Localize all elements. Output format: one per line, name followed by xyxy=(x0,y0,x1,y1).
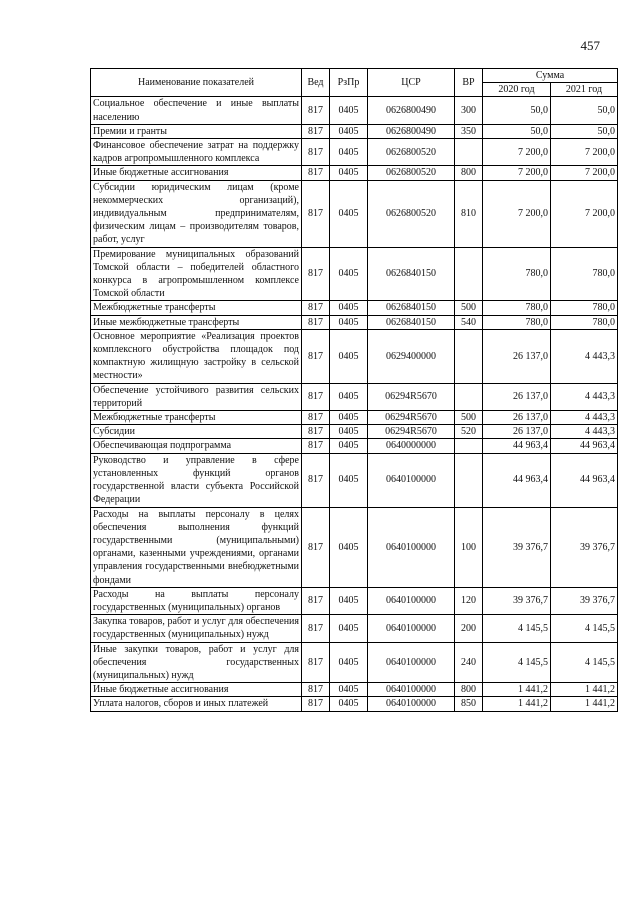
row-vr: 240 xyxy=(455,642,483,683)
row-csr: 0629400000 xyxy=(368,329,455,383)
row-rzpr: 0405 xyxy=(330,683,368,697)
row-ved: 817 xyxy=(302,301,330,315)
row-amount-2021: 50,0 xyxy=(551,97,618,124)
row-csr: 0626800520 xyxy=(368,139,455,166)
row-amount-2020: 50,0 xyxy=(483,124,551,138)
row-csr: 0626800490 xyxy=(368,124,455,138)
row-csr: 0640000000 xyxy=(368,439,455,453)
row-csr: 0640100000 xyxy=(368,683,455,697)
row-amount-2020: 4 145,5 xyxy=(483,642,551,683)
row-csr: 06294R5670 xyxy=(368,383,455,410)
table-row xyxy=(91,315,618,329)
row-vr: 300 xyxy=(455,97,483,124)
table-row xyxy=(91,453,618,507)
row-rzpr: 0405 xyxy=(330,697,368,711)
row-name: Обеспечение устойчивого развития сельских территорий xyxy=(91,383,302,410)
row-amount-2021: 780,0 xyxy=(551,315,618,329)
table-row xyxy=(91,587,618,614)
row-ved: 817 xyxy=(302,97,330,124)
header-ved: Вед xyxy=(302,69,330,97)
row-rzpr: 0405 xyxy=(330,425,368,439)
row-name: Расходы на выплаты персоналу в целях обеспечения выполнения функций государственными (муниципальными) органами, казенными учреждениями, органами управления государственными внебюджетными фондами xyxy=(91,507,302,587)
row-vr xyxy=(455,139,483,166)
row-amount-2021: 4 145,5 xyxy=(551,615,618,642)
row-vr: 350 xyxy=(455,124,483,138)
row-name: Финансовое обеспечение затрат на поддержку кадров агропромышленного комплекса xyxy=(91,139,302,166)
header-csr: ЦСР xyxy=(368,69,455,97)
row-name: Иные закупки товаров, работ и услуг для обеспечения государственных (муниципальных) нужд xyxy=(91,642,302,683)
table-row xyxy=(91,166,618,180)
row-csr: 0626800520 xyxy=(368,180,455,247)
table-row xyxy=(91,329,618,383)
row-amount-2020: 39 376,7 xyxy=(483,507,551,587)
row-name: Премирование муниципальных образований Томской области – победителей областного конкурса в агропромышленном комплексе Томской области xyxy=(91,247,302,301)
row-rzpr: 0405 xyxy=(330,453,368,507)
row-name: Иные бюджетные ассигнования xyxy=(91,166,302,180)
row-ved: 817 xyxy=(302,411,330,425)
row-ved: 817 xyxy=(302,329,330,383)
row-amount-2020: 7 200,0 xyxy=(483,139,551,166)
row-vr xyxy=(455,383,483,410)
row-name: Иные бюджетные ассигнования xyxy=(91,683,302,697)
row-ved: 817 xyxy=(302,315,330,329)
row-amount-2020: 7 200,0 xyxy=(483,180,551,247)
row-vr: 100 xyxy=(455,507,483,587)
table-row xyxy=(91,97,618,124)
row-name: Субсидии xyxy=(91,425,302,439)
row-name: Социальное обеспечение и иные выплаты населению xyxy=(91,97,302,124)
row-amount-2021: 4 145,5 xyxy=(551,642,618,683)
header-sum: Сумма xyxy=(483,69,618,83)
row-name: Иные межбюджетные трансферты xyxy=(91,315,302,329)
header-name: Наименование показателей xyxy=(91,69,302,97)
row-csr: 0640100000 xyxy=(368,453,455,507)
row-amount-2020: 780,0 xyxy=(483,315,551,329)
row-ved: 817 xyxy=(302,615,330,642)
row-amount-2020: 44 963,4 xyxy=(483,453,551,507)
table-row xyxy=(91,411,618,425)
table-row xyxy=(91,615,618,642)
row-amount-2021: 780,0 xyxy=(551,247,618,301)
row-name: Межбюджетные трансферты xyxy=(91,411,302,425)
row-amount-2020: 1 441,2 xyxy=(483,697,551,711)
row-rzpr: 0405 xyxy=(330,139,368,166)
row-rzpr: 0405 xyxy=(330,411,368,425)
row-name: Руководство и управление в сфере установленных функций органов государственной власти субъекта Российской Федерации xyxy=(91,453,302,507)
row-amount-2021: 7 200,0 xyxy=(551,139,618,166)
row-amount-2021: 7 200,0 xyxy=(551,180,618,247)
table-row xyxy=(91,247,618,301)
row-name: Закупка товаров, работ и услуг для обеспечения государственных (муниципальных) нужд xyxy=(91,615,302,642)
row-name: Субсидии юридическим лицам (кроме некоммерческих организаций), индивидуальным предпринимателям, физическим лицам – производителям товаров, работ, услуг xyxy=(91,180,302,247)
row-ved: 817 xyxy=(302,507,330,587)
row-vr: 850 xyxy=(455,697,483,711)
row-name: Премии и гранты xyxy=(91,124,302,138)
row-csr: 06294R5670 xyxy=(368,425,455,439)
row-ved: 817 xyxy=(302,166,330,180)
row-vr xyxy=(455,453,483,507)
table-row xyxy=(91,301,618,315)
row-rzpr: 0405 xyxy=(330,507,368,587)
row-rzpr: 0405 xyxy=(330,180,368,247)
row-csr: 0626840150 xyxy=(368,247,455,301)
row-ved: 817 xyxy=(302,683,330,697)
row-csr: 0640100000 xyxy=(368,697,455,711)
row-ved: 817 xyxy=(302,439,330,453)
row-amount-2021: 1 441,2 xyxy=(551,697,618,711)
row-vr: 810 xyxy=(455,180,483,247)
row-vr xyxy=(455,247,483,301)
row-csr: 0640100000 xyxy=(368,615,455,642)
row-csr: 0640100000 xyxy=(368,642,455,683)
table-row xyxy=(91,697,618,711)
row-csr: 06294R5670 xyxy=(368,411,455,425)
header-2021: 2021 год xyxy=(551,83,618,97)
row-rzpr: 0405 xyxy=(330,615,368,642)
row-ved: 817 xyxy=(302,180,330,247)
row-rzpr: 0405 xyxy=(330,329,368,383)
row-amount-2021: 4 443,3 xyxy=(551,411,618,425)
row-ved: 817 xyxy=(302,124,330,138)
table-row xyxy=(91,124,618,138)
row-name: Обеспечивающая подпрограмма xyxy=(91,439,302,453)
row-ved: 817 xyxy=(302,587,330,614)
row-amount-2021: 780,0 xyxy=(551,301,618,315)
row-amount-2020: 780,0 xyxy=(483,301,551,315)
row-amount-2021: 4 443,3 xyxy=(551,329,618,383)
table-row xyxy=(91,642,618,683)
row-rzpr: 0405 xyxy=(330,97,368,124)
table-row xyxy=(91,139,618,166)
row-ved: 817 xyxy=(302,642,330,683)
row-rzpr: 0405 xyxy=(330,301,368,315)
row-amount-2021: 39 376,7 xyxy=(551,507,618,587)
row-rzpr: 0405 xyxy=(330,383,368,410)
row-rzpr: 0405 xyxy=(330,124,368,138)
row-vr: 540 xyxy=(455,315,483,329)
row-vr: 500 xyxy=(455,301,483,315)
row-amount-2020: 26 137,0 xyxy=(483,425,551,439)
row-name: Уплата налогов, сборов и иных платежей xyxy=(91,697,302,711)
row-rzpr: 0405 xyxy=(330,642,368,683)
row-rzpr: 0405 xyxy=(330,315,368,329)
row-ved: 817 xyxy=(302,425,330,439)
row-ved: 817 xyxy=(302,139,330,166)
row-amount-2020: 7 200,0 xyxy=(483,166,551,180)
row-csr: 0626840150 xyxy=(368,301,455,315)
table-row xyxy=(91,439,618,453)
row-name: Межбюджетные трансферты xyxy=(91,301,302,315)
row-amount-2021: 4 443,3 xyxy=(551,383,618,410)
row-amount-2021: 4 443,3 xyxy=(551,425,618,439)
row-amount-2020: 39 376,7 xyxy=(483,587,551,614)
row-csr: 0626800490 xyxy=(368,97,455,124)
row-csr: 0640100000 xyxy=(368,507,455,587)
table-row xyxy=(91,683,618,697)
table-row xyxy=(91,425,618,439)
row-rzpr: 0405 xyxy=(330,247,368,301)
row-csr: 0640100000 xyxy=(368,587,455,614)
budget-table xyxy=(90,68,618,712)
row-vr: 800 xyxy=(455,166,483,180)
page-number: 457 xyxy=(580,38,600,53)
row-name: Расходы на выплаты персоналу государственных (муниципальных) органов xyxy=(91,587,302,614)
row-ved: 817 xyxy=(302,697,330,711)
row-csr: 0626800520 xyxy=(368,166,455,180)
row-ved: 817 xyxy=(302,383,330,410)
row-vr: 800 xyxy=(455,683,483,697)
row-amount-2020: 4 145,5 xyxy=(483,615,551,642)
row-name: Основное мероприятие «Реализация проектов комплексного обустройства площадок под компактную жилищную застройку в сельской местности» xyxy=(91,329,302,383)
row-amount-2020: 50,0 xyxy=(483,97,551,124)
row-amount-2021: 39 376,7 xyxy=(551,587,618,614)
row-amount-2020: 780,0 xyxy=(483,247,551,301)
row-amount-2021: 44 963,4 xyxy=(551,439,618,453)
row-amount-2020: 44 963,4 xyxy=(483,439,551,453)
header-2020: 2020 год xyxy=(483,83,551,97)
header-rzpr: РзПр xyxy=(330,69,368,97)
row-amount-2020: 26 137,0 xyxy=(483,383,551,410)
table-row xyxy=(91,383,618,410)
row-vr xyxy=(455,439,483,453)
row-ved: 817 xyxy=(302,247,330,301)
row-rzpr: 0405 xyxy=(330,587,368,614)
row-amount-2021: 44 963,4 xyxy=(551,453,618,507)
row-amount-2021: 50,0 xyxy=(551,124,618,138)
row-amount-2020: 26 137,0 xyxy=(483,329,551,383)
row-rzpr: 0405 xyxy=(330,439,368,453)
table-body xyxy=(91,97,618,711)
row-amount-2020: 1 441,2 xyxy=(483,683,551,697)
row-csr: 0626840150 xyxy=(368,315,455,329)
table-row xyxy=(91,507,618,587)
row-vr: 200 xyxy=(455,615,483,642)
row-vr: 520 xyxy=(455,425,483,439)
row-vr xyxy=(455,329,483,383)
row-vr: 500 xyxy=(455,411,483,425)
row-amount-2021: 7 200,0 xyxy=(551,166,618,180)
table-row xyxy=(91,180,618,247)
row-amount-2021: 1 441,2 xyxy=(551,683,618,697)
row-ved: 817 xyxy=(302,453,330,507)
row-amount-2020: 26 137,0 xyxy=(483,411,551,425)
header-vr: ВР xyxy=(455,69,483,97)
row-vr: 120 xyxy=(455,587,483,614)
row-rzpr: 0405 xyxy=(330,166,368,180)
